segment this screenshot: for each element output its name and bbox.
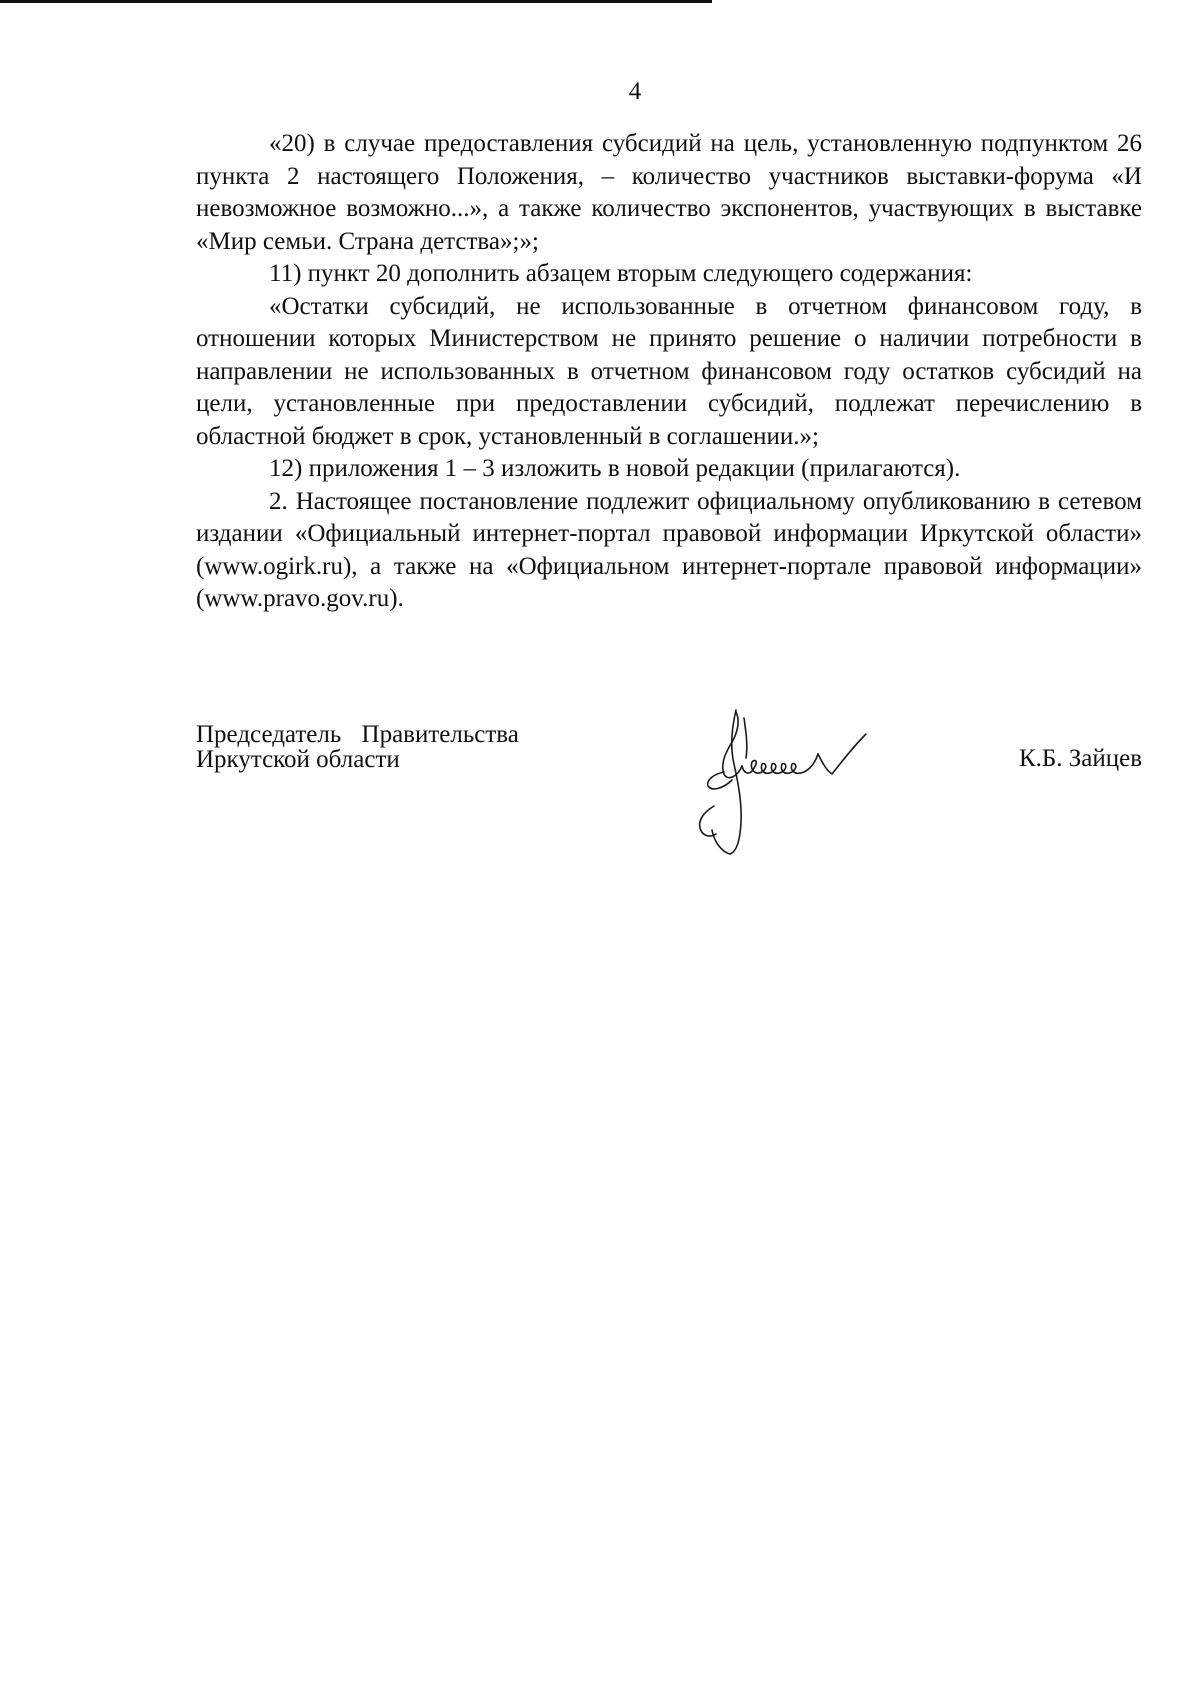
signature-block bbox=[196, 722, 1142, 872]
page-number: 4 bbox=[628, 78, 642, 105]
handwritten-signature-icon bbox=[684, 702, 944, 872]
paragraph-item-20: «20) в случае предоставления субсидий на цель, установленную подпунктом 26 пункта 2 настоящего Положения, – количество участников выставки-форума «И невозможное возможно...», а также количество экспонентов, участвующих в выставке «Мир семьи. Страна детства»;»; bbox=[196, 130, 1142, 255]
signatory-title-line2: Иркутской области bbox=[196, 746, 400, 773]
signatory-title bbox=[196, 722, 519, 772]
paragraph-point-12: 12) приложения 1 – 3 изложить в новой редакции (прилагаются). bbox=[269, 455, 961, 482]
signatory-name: К.Б. Зайцев bbox=[1018, 745, 1142, 772]
paragraph-publication: 2. Настоящее постановление подлежит официальному опубликованию в сетевом издании «Официальный интернет-портал правовой информации Иркутской области» (www.ogirk.ru), а также на «Официальном интернет-портале правовой информации» (www.pravo.gov.ru). bbox=[196, 487, 1142, 612]
paragraph-point-11: 11) пункт 20 дополнить абзацем вторым следующего содержания: bbox=[269, 260, 973, 287]
paragraph-subsidy-remainders: «Остатки субсидий, не использованные в отчетном финансовом году, в отношении которых Министерством не принято решение о наличии потребности в направлении не использованных в отчетном финансовом году остатков субсидий на цели, установленные при предоставлении субсидий, подлежат перечислению в областной бюджет в срок, установленный в соглашении.»; bbox=[196, 292, 1142, 450]
signatory-title-line1: Председатель Правительства bbox=[196, 721, 519, 748]
document-body bbox=[196, 128, 1142, 616]
top-rule bbox=[0, 0, 712, 3]
